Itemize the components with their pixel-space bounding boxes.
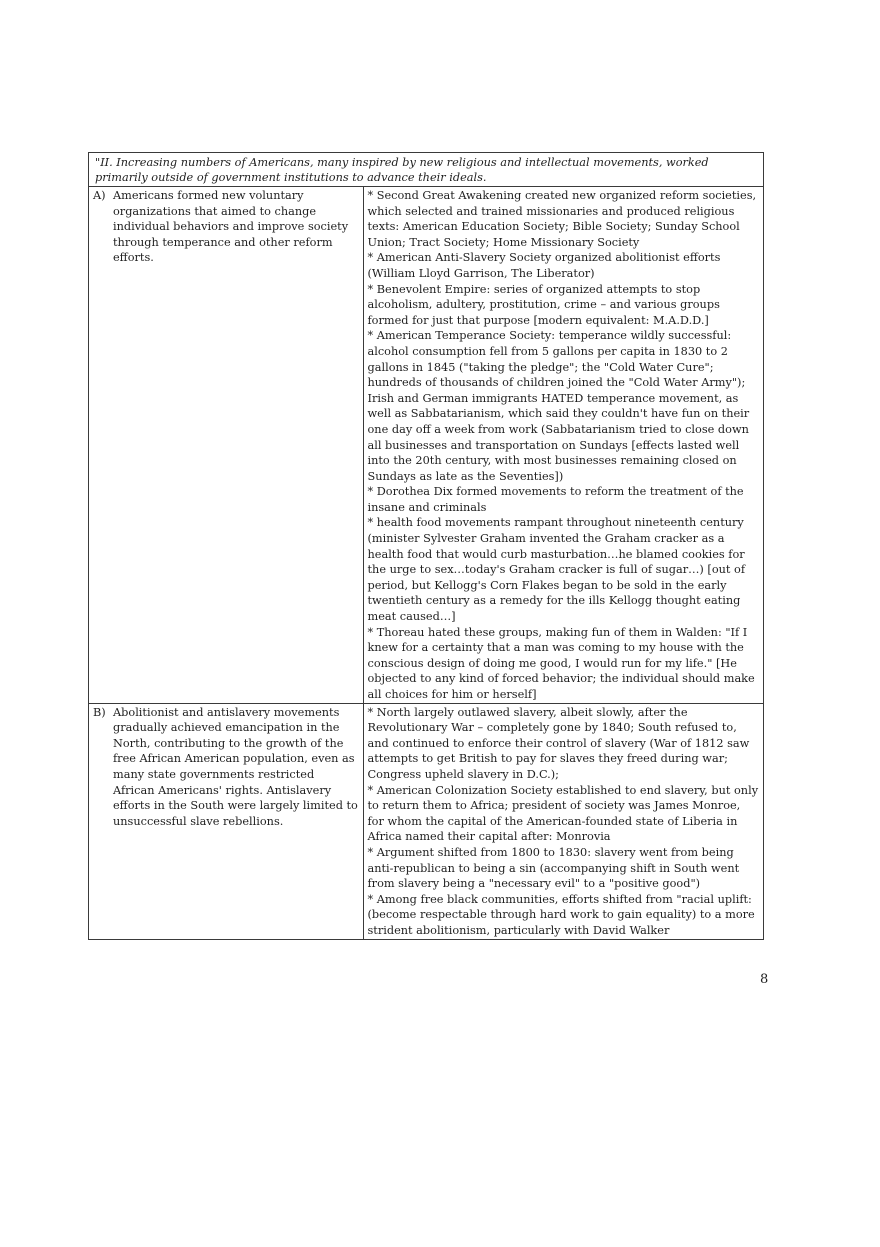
note-item: * American Anti-Slavery Society organized abolitionist efforts (William Lloyd Garrison, The Liberator): [367, 251, 721, 280]
note-item: * American Colonization Society established to end slavery, but only to return them to Africa; president of society was James Monroe, for whom the capital of the American-founded state of Liberia in Africa named their capital after: Monrovia: [367, 783, 759, 844]
note-item: * Second Great Awakening created new organized reform societies, which selected and trained missionaries and produced religious texts: American Education Society; Bible Society; Sunday School Union; Tract Society; Home Missionary Society: [367, 189, 757, 249]
row-letter: B): [93, 705, 106, 719]
table-row: [89, 187, 764, 704]
notes-table: [88, 152, 764, 940]
note-item: * Thoreau hated these groups, making fun of them in Walden: "If I knew for a certainty that a man was coming to my house with the conscious design of doing me good, I would run for my life." [He objected to any kind of forced behavior; the individual should make all choices for him or herself]: [367, 625, 755, 701]
note-item: * Benevolent Empire: series of organized attempts to stop alcoholism, adultery, prostitution, crime – and various groups formed for just that purpose [modern equivalent: M.A.D.D.]: [367, 282, 720, 327]
notes-cell: [363, 187, 764, 704]
claim-cell: [89, 187, 364, 704]
page-number: 8: [760, 972, 769, 987]
note-item: * American Temperance Society: temperance wildly successful: alcohol consumption fell from 5 gallons per capita in 1830 to 2 gallons in 1845 ("taking the pledge"; the "Cold Water Cure"; hundreds of thousands of children joined the "Cold Water Army"); Irish and German immigrants HATED temperance movement, as well as Sabbatarianism, which said they couldn't have fun on their one day off a week from work (Sabbatarianism tried to close down all businesses and transportation on Sundays [effects lasted well into the 20th century, with most businesses remaining closed on Sundays as late as the Seventies]): [367, 329, 750, 483]
table-row: [89, 703, 764, 939]
note-item: * Dorothea Dix formed movements to reform the treatment of the insane and criminals: [367, 485, 744, 514]
note-item: * Among free black communities, efforts shifted from "racial uplift: (become respectable through hard work to gain equality) to a more strident abolitionism, particularly with David Walker: [367, 892, 755, 937]
note-item: * Argument shifted from 1800 to 1830: slavery went from being anti-republican to being a sin (accompanying shift in South went from slavery being a "necessary evil" to a "positive good"): [367, 845, 740, 891]
row-letter: A): [93, 189, 106, 202]
note-item: * health food movements rampant throughout nineteenth century (minister Sylvester Graham invented the Graham cracker as a health food that would curb masturbation…he blamed cookies for the urge to sex…today's Graham cracker is full of sugar…) [out of period, but Kellogg's Corn Flakes began to be sold in the early twentieth century as a remedy for the ills Kellogg thought eating meat caused…]: [367, 516, 746, 624]
claim-cell: [89, 703, 364, 939]
notes-cell: [363, 703, 764, 939]
claim-text: Abolitionist and antislavery movements gradually achieved emancipation in the North, contributing to the growth of the free African American population, even as many state governments restricted African Americans' rights. Antislavery efforts in the South were largely limited to unsuccessful slave rebellions.: [113, 705, 358, 828]
note-item: * North largely outlawed slavery, albeit slowly, after the Revolutionary War – completely gone by 1840; South refused to, and continued to enforce their control of slavery (War of 1812 saw attempts to get British to pay for slaves they freed during war; Congress upheld slavery in D.C.);: [367, 705, 750, 781]
claim-text: Americans formed new voluntary organizations that aimed to change individual behaviors and improve society through temperance and other reform efforts.: [113, 189, 349, 265]
section-header: "II. Increasing numbers of Americans, many inspired by new religious and intellectual movements, worked primarily outside of government institutions to advance their ideals.: [89, 153, 764, 187]
table-header-row: [89, 153, 764, 187]
